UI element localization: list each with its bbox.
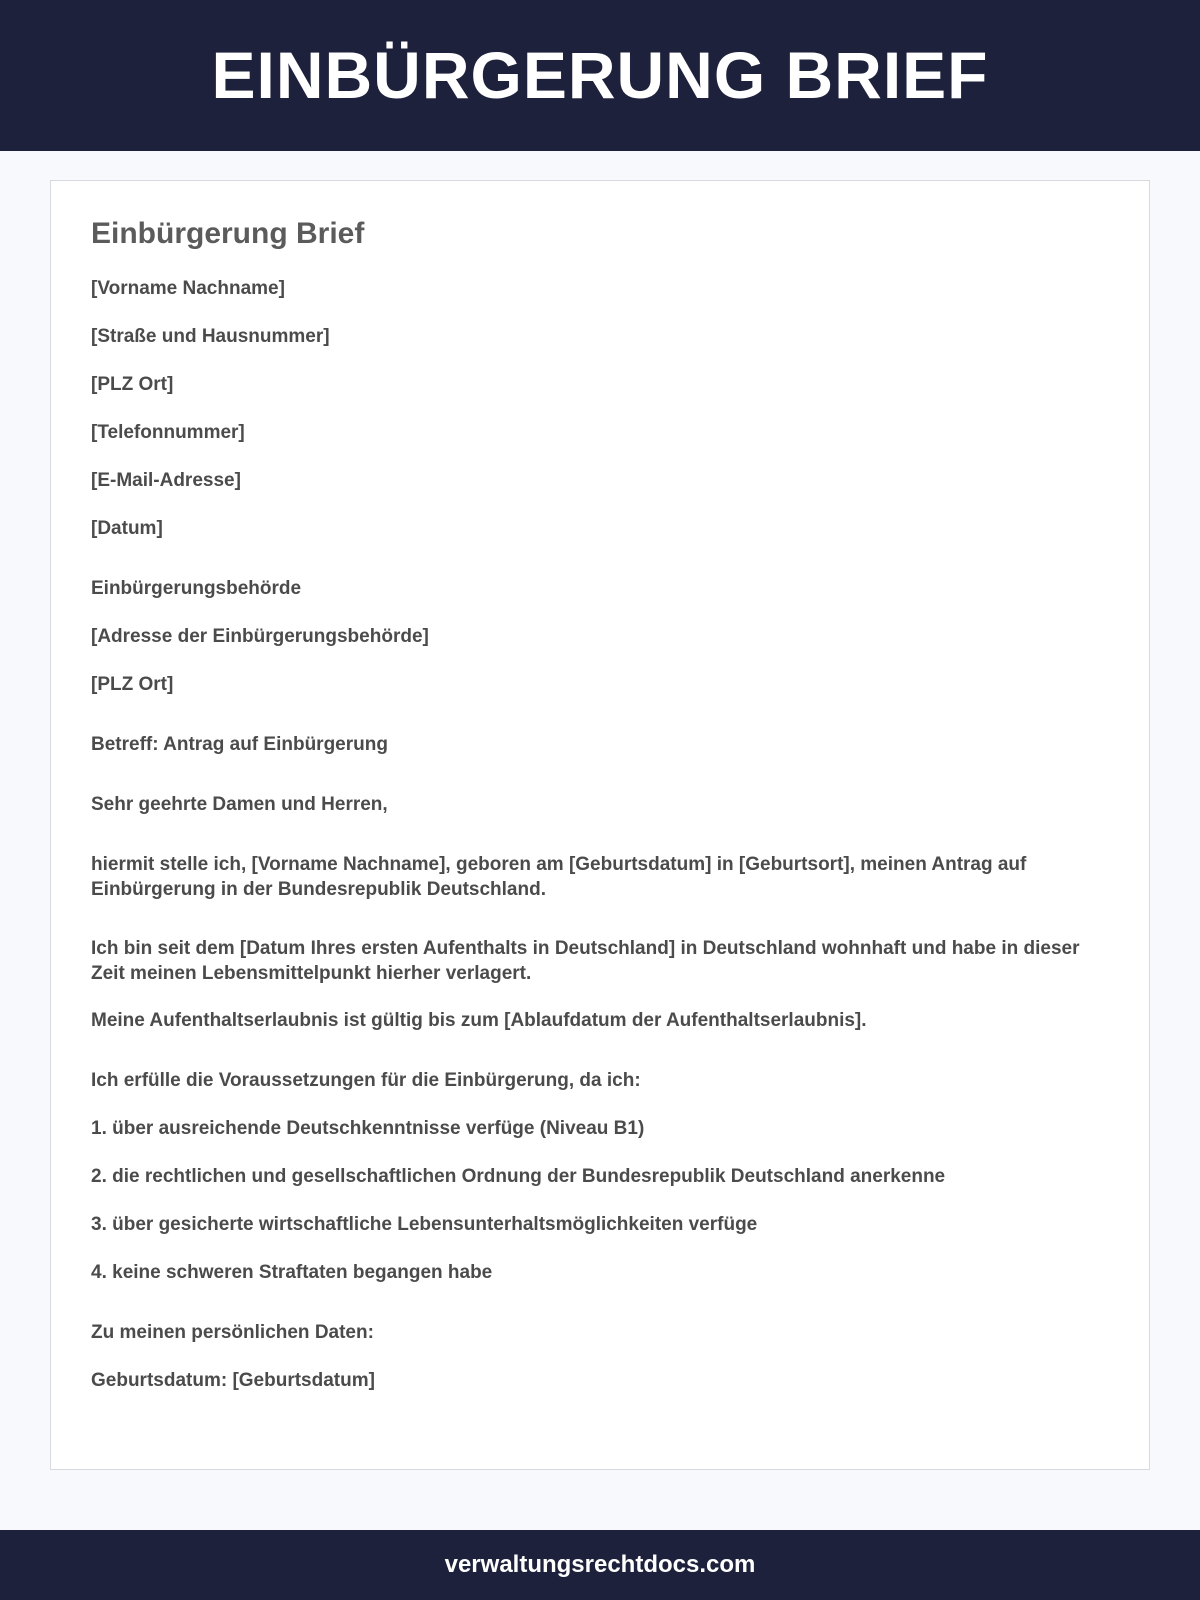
birthdate-line: Geburtsdatum: [Geburtsdatum] — [91, 1370, 375, 1391]
page-title: EINBÜRGERUNG BRIEF — [211, 37, 989, 112]
sender-phone: [Telefonnummer] — [91, 422, 245, 443]
sender-name: [Vorname Nachname] — [91, 278, 285, 299]
intro-paragraph: hiermit stelle ich, [Vorname Nachname], geboren am [Geburtsdatum] in [Geburtsort], meinen Antrag auf Einbürgerung in der Bundesrepublik Deutschland. — [91, 854, 1027, 900]
letter-date: [Datum] — [91, 518, 163, 539]
letter-subject: Betreff: Antrag auf Einbürgerung — [91, 734, 388, 755]
requirement-item: 2. die rechtlichen und gesellschaftlichen Ordnung der Bundesrepublik Deutschland anerkenne — [91, 1166, 946, 1187]
letter-card — [50, 180, 1150, 1470]
personal-data-intro: Zu meinen persönlichen Daten: — [91, 1322, 374, 1343]
requirements-intro: Ich erfülle die Voraussetzungen für die Einbürgerung, da ich: — [91, 1070, 641, 1091]
requirement-item: 4. keine schweren Straftaten begangen habe — [91, 1262, 493, 1283]
permit-paragraph: Meine Aufenthaltserlaubnis ist gültig bis zum [Ablaufdatum der Aufenthaltserlaubnis]. — [91, 1010, 867, 1031]
sender-street: [Straße und Hausnummer] — [91, 326, 330, 347]
sender-city: [PLZ Ort] — [91, 374, 174, 395]
page-footer — [0, 1530, 1200, 1600]
letter-salutation: Sehr geehrte Damen und Herren, — [91, 794, 388, 815]
recipient-address: [Adresse der Einbürgerungsbehörde] — [91, 626, 429, 647]
residence-paragraph: Ich bin seit dem [Datum Ihres ersten Aufenthalts in Deutschland] in Deutschland wohnhaft und habe in dieser Zeit meinen Lebensmittelpunkt hierher verlagert. — [91, 938, 1080, 984]
requirement-item: 1. über ausreichende Deutschkenntnisse verfüge (Niveau B1) — [91, 1118, 645, 1139]
recipient-authority: Einbürgerungsbehörde — [91, 578, 302, 599]
document-title: Einbürgerung Brief — [91, 217, 365, 250]
footer-website: verwaltungsrechtdocs.com — [444, 1551, 756, 1578]
requirement-item: 3. über gesicherte wirtschaftliche Lebensunterhaltsmöglichkeiten verfüge — [91, 1214, 758, 1235]
recipient-city: [PLZ Ort] — [91, 674, 174, 695]
page-header — [0, 0, 1200, 151]
sender-email: [E-Mail-Adresse] — [91, 470, 241, 491]
